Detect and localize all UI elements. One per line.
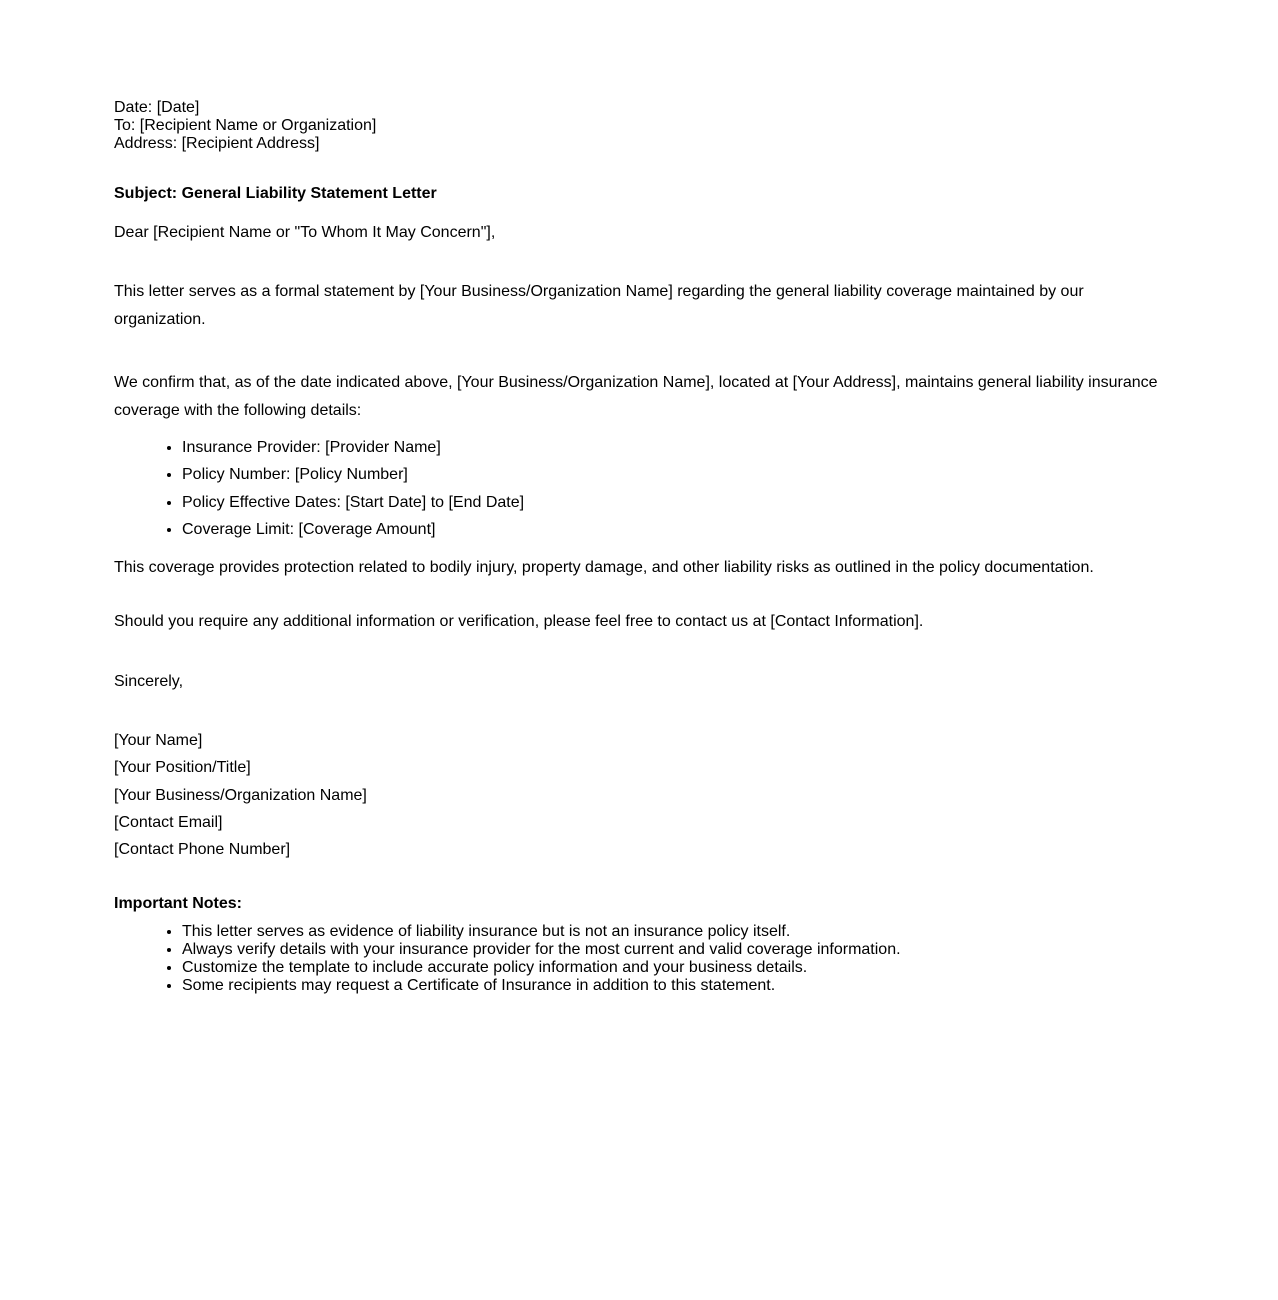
list-item: • Policy Number: [Policy Number] [182,461,1174,488]
signature-block [114,727,1174,863]
coverage-paragraph: This coverage provides protection related to bodily injury, property damage, and other liability risks as outlined in the policy documentation. [114,559,1094,577]
signature-email: [Contact Email] [114,814,223,832]
date-line: Date: [Date] [114,99,200,116]
signature-organization: [Your Business/Organization Name] [114,786,367,804]
notes-list [114,923,1174,995]
signature-title: [Your Position/Title] [114,759,251,777]
address-line: Address: [Recipient Address] [114,135,320,152]
letter-header [114,99,1174,153]
contact-paragraph: Should you require any additional information or verification, please feel free to contact us at [Contact Information]. [114,613,924,631]
list-item: • Policy Effective Dates: [Start Date] to [End Date] [182,489,1174,516]
coverage-details-list [114,434,1174,543]
signature-phone: [Contact Phone Number] [114,841,291,859]
list-item: • Insurance Provider: [Provider Name] [182,434,1174,461]
signature-name: [Your Name] [114,732,203,750]
notes-heading: Important Notes: [114,894,242,912]
list-item: • This letter serves as evidence of liability insurance but is not an insurance policy itself. [182,923,1174,941]
confirm-paragraph: We confirm that, as of the date indicated above, [Your Business/Organization Name], located at [Your Address], maintains general liability insurance coverage with the following details: [114,374,1158,419]
letter-document [114,99,1174,995]
recipient-line: To: [Recipient Name or Organization] [114,117,377,134]
list-item: • Some recipients may request a Certificate of Insurance in addition to this statement. [182,977,1174,995]
salutation: Dear [Recipient Name or "To Whom It May Concern"], [114,224,496,241]
closing: Sincerely, [114,673,184,691]
list-item: • Coverage Limit: [Coverage Amount] [182,516,1174,543]
list-item: • Customize the template to include accurate policy information and your business details. [182,959,1174,977]
list-item: • Always verify details with your insurance provider for the most current and valid coverage information. [182,941,1174,959]
subject-line: Subject: General Liability Statement Letter [114,185,437,202]
intro-paragraph: This letter serves as a formal statement by [Your Business/Organization Name] regarding the general liability coverage maintained by our organization. [114,283,1084,328]
